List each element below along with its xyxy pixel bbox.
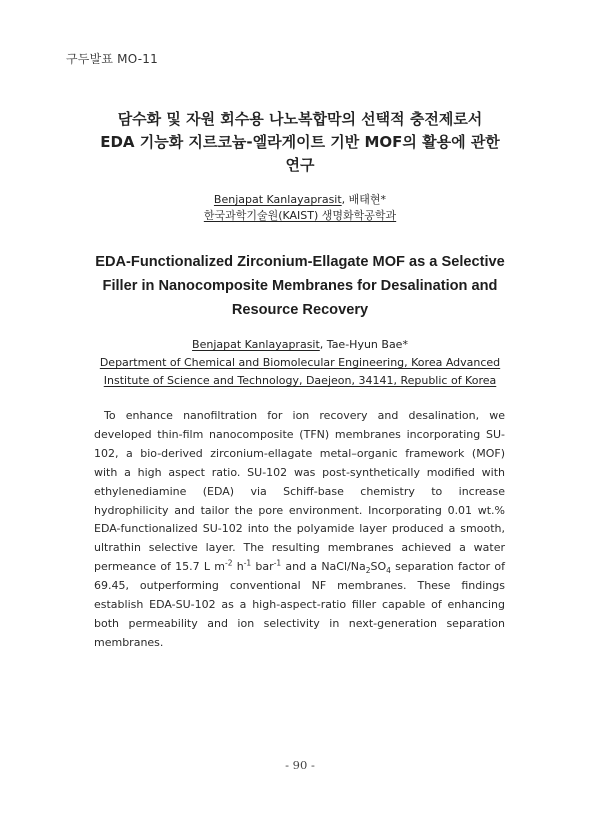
english-affiliation-line: Department of Chemical and Biomolecular Engineering, Korea Advanced — [99, 356, 501, 369]
korean-authors-block — [60, 192, 540, 224]
korean-title-line: EDA 기능화 지르코늄-엘라게이트 기반 MOF의 활용에 관한 — [100, 133, 500, 151]
korean-authors — [60, 192, 540, 208]
english-authors — [90, 336, 510, 354]
korean-affiliation: 한국과학기술원(KAIST) 생명화학공학과 — [203, 209, 397, 222]
subscript: 2 — [365, 566, 371, 576]
english-title-line: EDA-Functionalized Zirconium-Ellagate MOF as a Selective — [95, 254, 505, 270]
abstract-text: SO — [370, 560, 387, 574]
korean-title — [60, 108, 540, 177]
english-title — [70, 250, 530, 322]
korean-title-line: 담수화 및 자원 회수용 나노복합막의 선택적 충전제로서 — [117, 110, 483, 128]
abstract-paragraph — [94, 407, 505, 653]
korean-corresponding-author: 배태현* — [348, 193, 387, 206]
page-number: - 90 - — [285, 758, 315, 772]
superscript: -2 — [225, 558, 233, 568]
abstract-text: separation factor of 69.45, outperforming conventional NF membranes. These findings establish EDA-SU-102 as a high-aspect-ratio filler capable of enhancing both permeability and ion selectivity in next-generation separation membranes. — [94, 560, 506, 649]
subscript: 4 — [386, 566, 391, 576]
author-separator: , — [319, 338, 327, 351]
english-affiliation-line: Institute of Science and Technology, Daejeon, 34141, Republic of Korea — [103, 374, 497, 387]
abstract-text: and a NaCl/Na — [281, 560, 366, 574]
abstract-body — [94, 407, 505, 653]
english-title-line: Resource Recovery — [231, 302, 369, 318]
english-presenting-author: Benjapat Kanlayaprasit — [192, 338, 320, 351]
session-label: 구두발표 MO-11 — [66, 52, 158, 66]
english-corresponding-author: Tae-Hyun Bae* — [326, 338, 408, 351]
korean-presenting-author: Benjapat Kanlayaprasit — [213, 193, 342, 206]
abstract-text: To enhance nanofiltration for ion recovery and desalination, we developed thin-film nanocomposite (TFN) membranes incorporating SU-102, a bio-derived zirconium-ellagate metal–organic framework (MOF) with a high aspect ratio. SU-102 was post-synthetically modified with ethylenediamine (EDA) via Schiff-base chemistry to increase hydrophilicity and tailor the pore environment. Incorporating 0.01 wt.% EDA-functionalized SU-102 into the polyamide layer produced a smooth, ultrathin selective layer. The resulting membranes achieved a water permeance of 15.7 L m — [94, 409, 505, 574]
author-separator: , — [341, 193, 349, 206]
superscript: -1 — [243, 558, 252, 568]
abstract-text: bar — [251, 560, 274, 574]
english-title-line: Filler in Nanocomposite Membranes for Desalination and — [102, 278, 498, 294]
korean-title-line: 연구 — [285, 156, 315, 174]
abstract-text: h — [232, 560, 244, 574]
english-authors-block — [90, 336, 510, 390]
superscript: -1 — [273, 558, 282, 568]
